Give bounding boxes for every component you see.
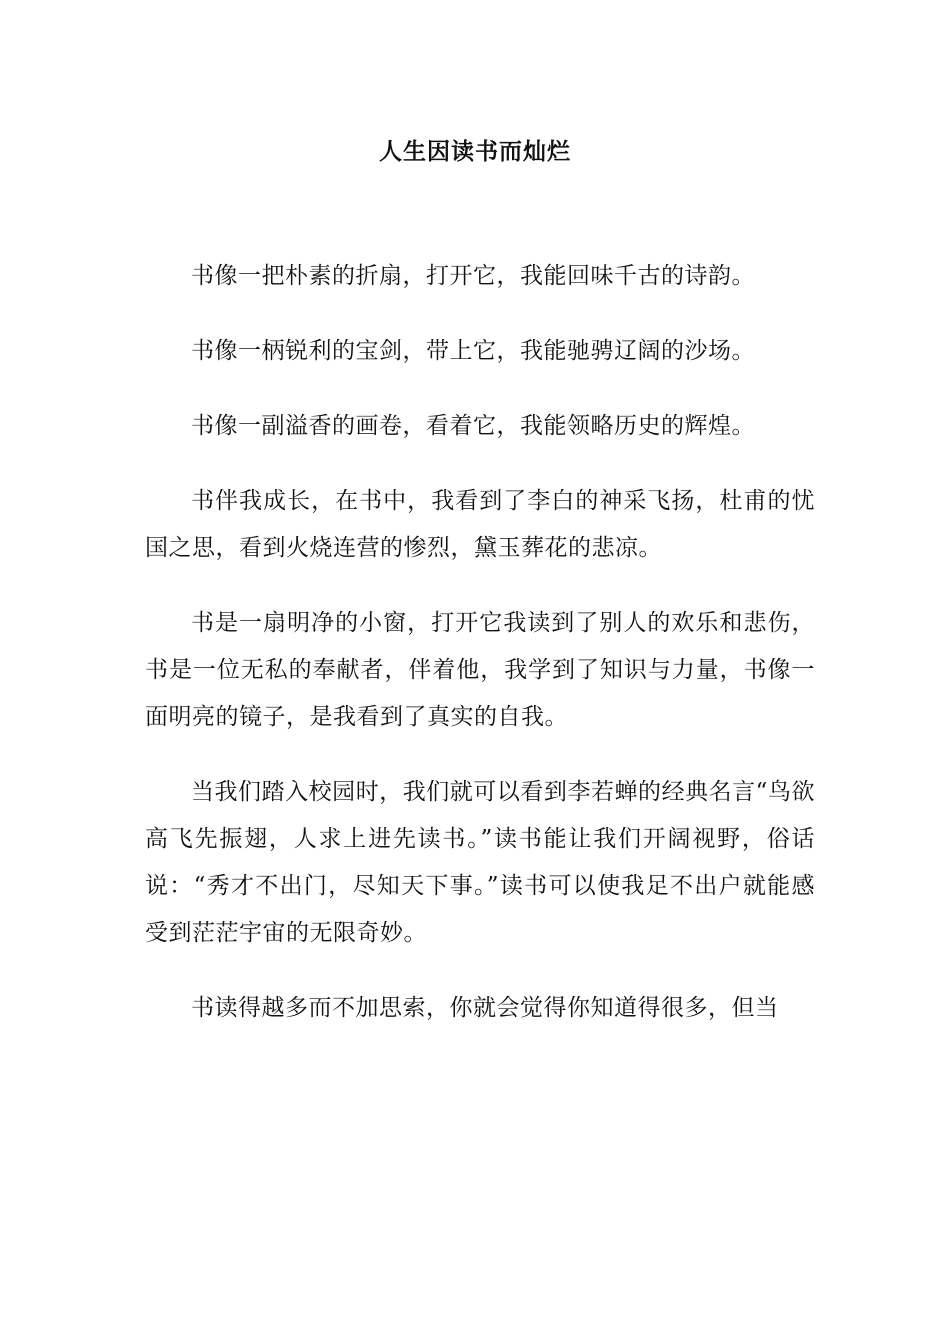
paragraph-1: 书像一把朴素的折扇，打开它，我能回味千古的诗韵。 bbox=[191, 263, 755, 289]
paragraph-5: 书是一扇明净的小窗，打开它我读到了别人的欢乐和悲伤，书是一位无私的奉献者，伴着他，我学到了知识与力量，书像一面明亮的镜子，是我看到了真实的自我。 bbox=[145, 610, 815, 730]
document-title: 人生因读书而灿烂 bbox=[379, 138, 571, 165]
paragraph-6: 当我们踏入校园时，我们就可以看到李若蝉的经典名言“鸟欲高飞先振翅，人求上进先读书。”读书能让我们开阔视野，俗话说：“秀才不出门，尽知天下事。”读书可以使我足不出户就能感受到茫茫宇宙的无限奇妙。 bbox=[145, 779, 815, 946]
paragraph-4: 书伴我成长，在书中，我看到了李白的神采飞扬，杜甫的忧国之思，看到火烧连营的惨烈，黛玉葬花的悲凉。 bbox=[145, 488, 815, 561]
paragraph-2: 书像一柄锐利的宝剑，带上它，我能驰骋辽阔的沙场。 bbox=[191, 338, 755, 364]
paragraph-3: 书像一副溢香的画卷，看着它，我能领略历史的辉煌。 bbox=[191, 413, 755, 439]
paragraph-7: 书读得越多而不加思索，你就会觉得你知道得很多，但当 bbox=[191, 995, 779, 1021]
document-body bbox=[145, 253, 815, 1060]
